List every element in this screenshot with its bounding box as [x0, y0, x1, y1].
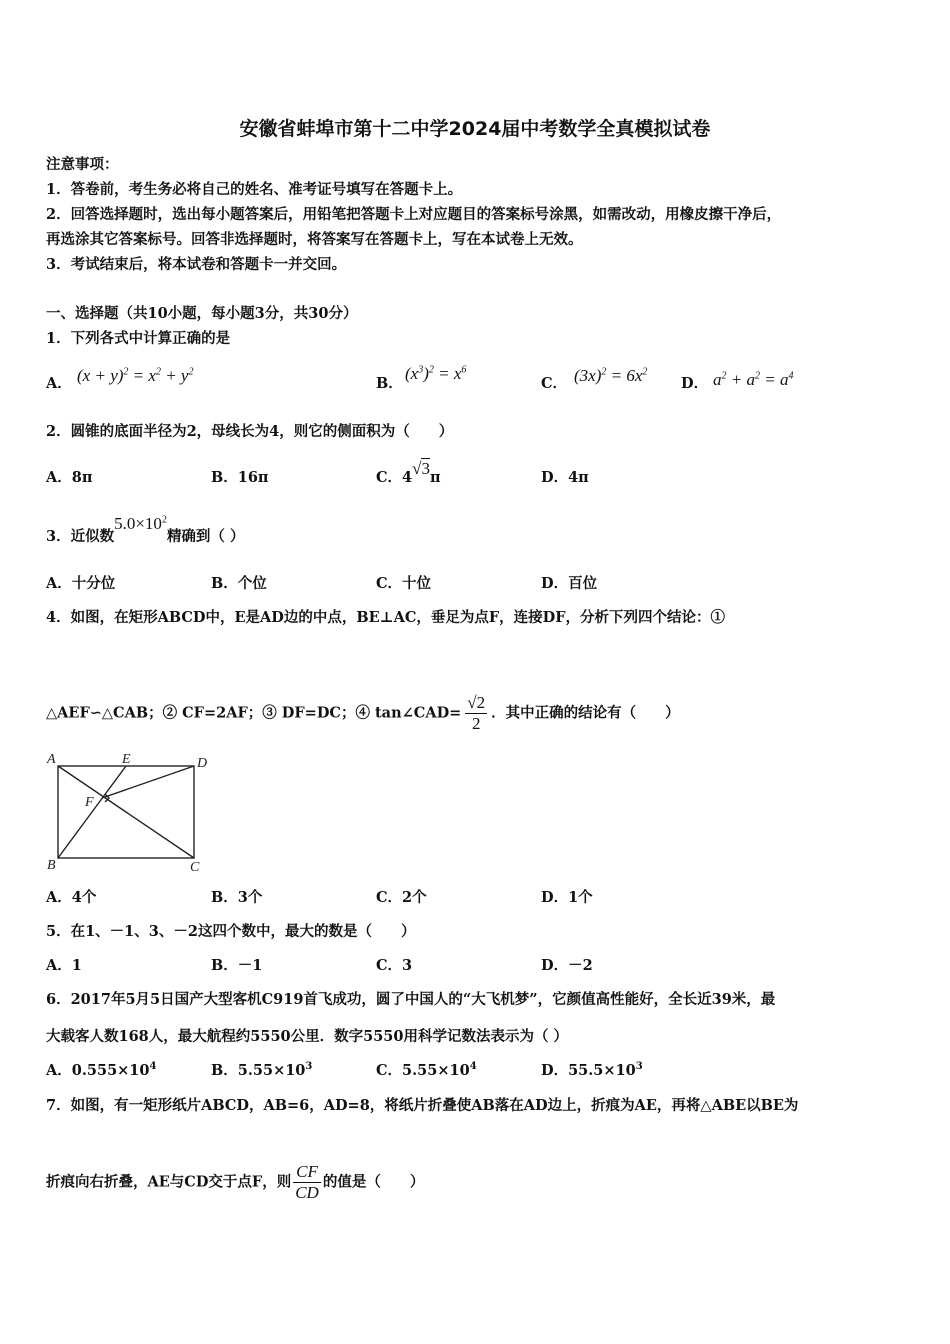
- q1-option-b-label: B．: [376, 375, 403, 392]
- question-2-stem: 2．圆锥的底面半径为2，母线长为4，则它的侧面积为（ ）: [46, 423, 454, 440]
- label-a: A: [47, 752, 56, 767]
- question-7-line1: 7．如图，有一矩形纸片ABCD，AB=6，AD=8，将纸片折叠使AB落在AD边上，折痕为AE，再将△ABE以BE为: [46, 1097, 799, 1114]
- note-item: 1．答卷前，考生务必将自己的姓名、准考证号填写在答题卡上。: [46, 181, 463, 198]
- q4-option-a: A．4个: [46, 889, 97, 906]
- q5-option-d: D．－2: [541, 957, 593, 974]
- q2-option-d: D．4π: [541, 469, 589, 486]
- notes-heading: 注意事项：: [46, 156, 119, 173]
- q5-option-b: B．－1: [211, 957, 263, 974]
- q3-option-a: A．十分位: [46, 575, 116, 592]
- label-b: B: [47, 858, 56, 873]
- q1-option-d-expr: $a^2 + a^2 = a^4$: [713, 370, 794, 389]
- question-3-stem: 3．近似数$5.0\times 10^2$精确到（ ）: [46, 514, 245, 545]
- q4-option-c: C．2个: [376, 889, 427, 906]
- q3-option-b: B．个位: [211, 575, 267, 592]
- label-c: C: [190, 860, 200, 875]
- q3-option-c: C．十位: [376, 575, 432, 592]
- question-6-line1: 6．2017年5月5日国产大型客机C919首飞成功，圆了中国人的“大飞机梦”，它颜值高性能好，全长近39米，最: [46, 991, 776, 1008]
- note-item: 再选涂其它答案标号。回答非选择题时，将答案写在答题卡上，写在本试卷上无效。: [46, 231, 583, 248]
- q2-option-c: C．4√3π: [376, 459, 441, 486]
- line-df: [102, 766, 194, 798]
- q6-option-b: B．$5.55\times 10^3$: [211, 1061, 313, 1079]
- q5-option-a: A．1: [46, 957, 82, 974]
- question-1-stem: 1．下列各式中计算正确的是: [46, 330, 231, 347]
- q5-option-c: C．3: [376, 957, 413, 974]
- q1-option-d-label: D．: [681, 375, 709, 392]
- label-d: D: [197, 756, 208, 771]
- line-be: [58, 766, 126, 858]
- question-4-line1: 4．如图，在矩形ABCD中，E是AD边的中点，BE⊥AC，垂足为点F，连接DF，分析下列四个结论：①: [46, 609, 726, 626]
- q6-option-a: A．$0.555\times 10^4$: [46, 1061, 157, 1079]
- note-item: 2．回答选择题时，选出每小题答案后，用铅笔把答题卡上对应题目的答案标号涂黑，如需改动，用橡皮擦干净后，: [46, 206, 782, 223]
- diagonal-ac: [58, 766, 194, 858]
- q2-option-b: B．16π: [211, 469, 269, 486]
- q2-option-a: A．8π: [46, 469, 93, 486]
- q1-option-a-label: A．: [46, 375, 72, 392]
- page-title: 安徽省蚌埠市第十二中学2024届中考数学全真模拟试卷: [239, 118, 711, 140]
- q3-option-d: D．百位: [541, 575, 598, 592]
- label-e: E: [122, 752, 131, 767]
- question-6-line2: 大载客人数168人，最大航程约5550公里．数字5550用科学记数法表示为（ ）: [46, 1028, 569, 1045]
- section-heading: 一、选择题（共10小题，每小题3分，共30分）: [46, 305, 358, 322]
- note-item: 3．考试结束后，将本试卷和答题卡一并交回。: [46, 256, 347, 273]
- question-5-stem: 5．在1、－1、3、－2这四个数中，最大的数是（ ）: [46, 923, 416, 940]
- q4-option-d: D．1个: [541, 889, 593, 906]
- q4-option-b: B．3个: [211, 889, 263, 906]
- label-f: F: [85, 795, 94, 810]
- question-7-line2: 折痕向右折叠，AE与CD交于点F，则 $\frac{CF}{CD}$ 的值是（ ）: [46, 1162, 425, 1202]
- question-4-line2: △AEF∽△CAB；② CF=2AF；③ DF=DC；④ tan∠CAD= $\frac{√2}{2}$ ．其中正确的结论有（ ）: [46, 693, 680, 733]
- q1-option-b-expr: $(x^3)^2 = x^6$: [405, 364, 467, 383]
- rectangle-figure: [44, 748, 214, 878]
- q1-option-c-label: C．: [541, 375, 568, 392]
- q1-option-a-expr: $(x + y)^2 = x^2 + y^2$: [77, 366, 194, 385]
- q1-option-c-expr: $(3x)^2 = 6x^2$: [574, 366, 648, 385]
- q6-option-d: D．$55.5\times 10^3$: [541, 1061, 643, 1079]
- q6-option-c: C．$5.55\times 10^4$: [376, 1061, 477, 1079]
